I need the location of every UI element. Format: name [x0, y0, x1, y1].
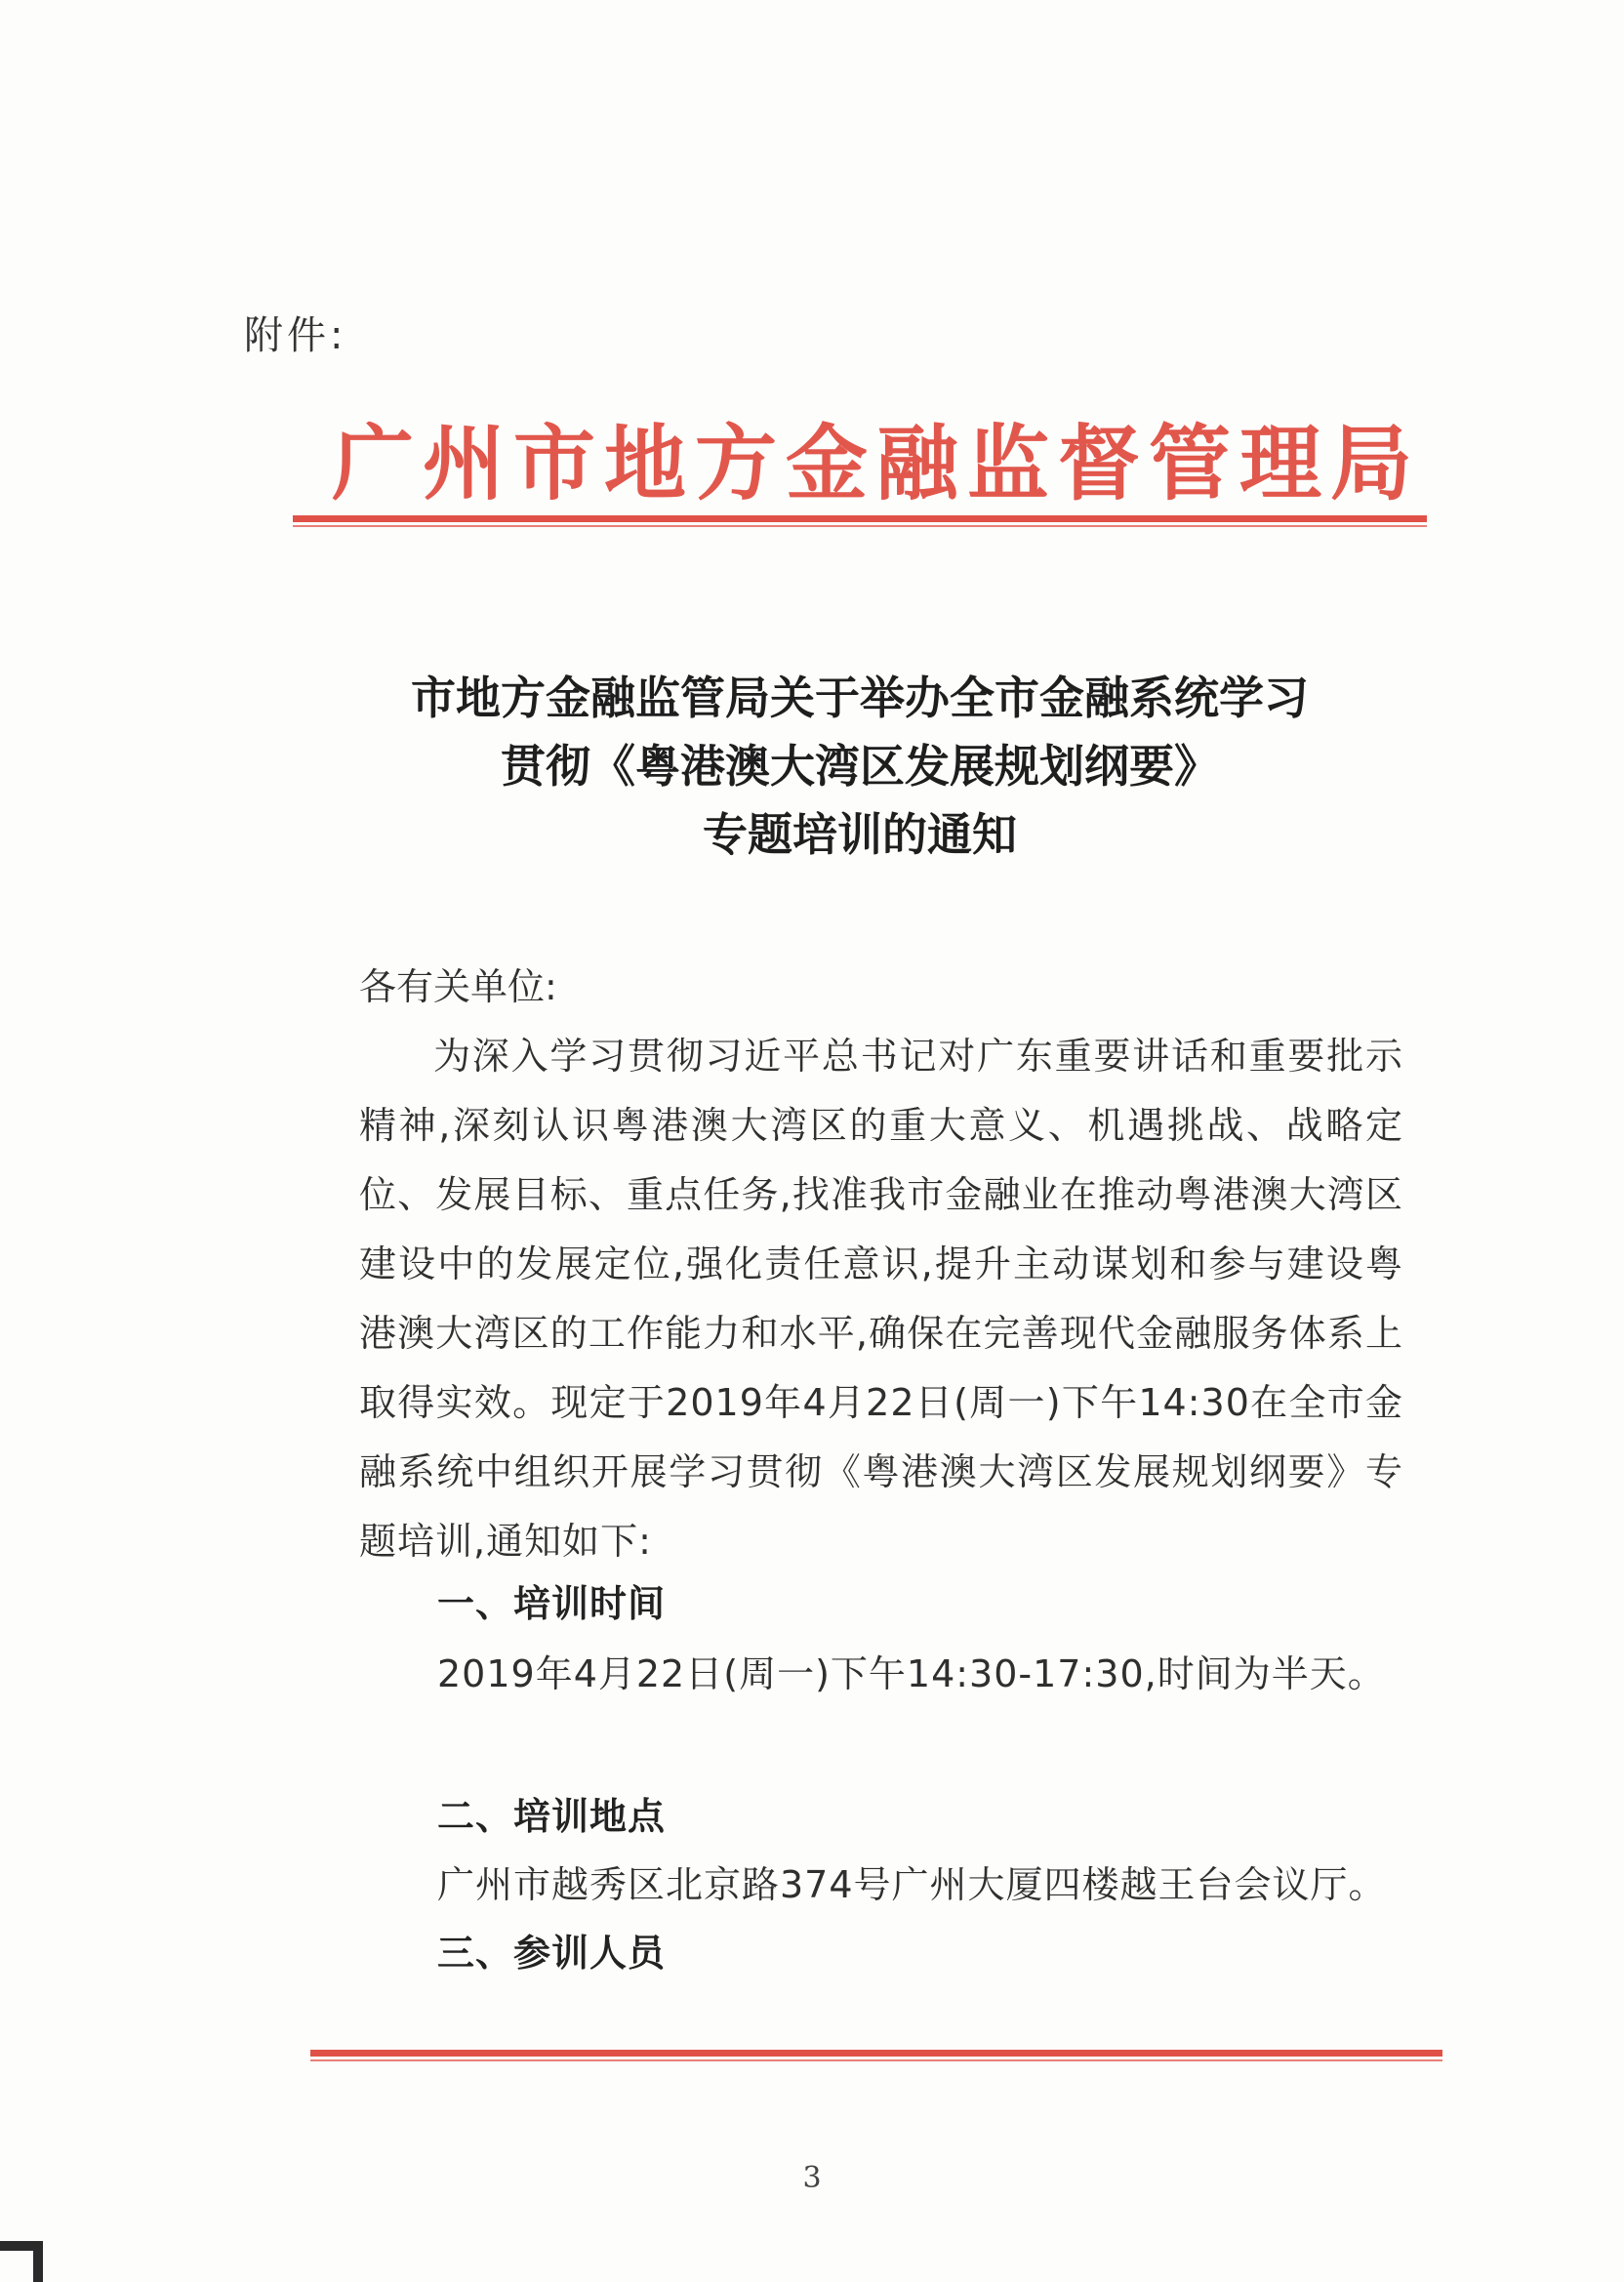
page-number: 3 — [802, 2161, 822, 2195]
section-heading-training-location: 二、培训地点 — [437, 1795, 667, 1838]
letterhead-title: 广州市地方金融监督管理局 — [332, 415, 1422, 511]
scan-edge-mark-vertical — [33, 2245, 43, 2282]
document-title — [293, 664, 1427, 869]
title-line-1: 市地方金融监管局关于举办全市金融系统学习 — [411, 672, 1309, 724]
footer-red-rule — [310, 2050, 1442, 2057]
title-line-3: 专题培训的通知 — [703, 808, 1017, 861]
salutation: 各有关单位: — [359, 965, 557, 1008]
intro-paragraph: 为深入学习贯彻习近平总书记对广东重要讲话和重要批示精神,深刻认识粤港澳大湾区的重大意义、机遇挑战、战略定位、发展目标、重点任务,找准我市金融业在推动粤港澳大湾区建设中的发展定位,强化责任意识,提升主动谋划和参与建设粤港澳大湾区的工作能力和水平,确保在完善现代金融服务体系上取得实效。现定于2019年4月22日(周一)下午14:30在全市金融系统中组织开展学习贯彻《粤港澳大湾区发展规划纲要》专题培训,通知如下: — [359, 1035, 1403, 1563]
title-line-2: 贯彻《粤港澳大湾区发展规划纲要》 — [501, 740, 1219, 793]
section-heading-participants: 三、参训人员 — [437, 1932, 667, 1975]
section-body-training-location: 广州市越秀区北京路374号广州大厦四楼越王台会议厅。 — [437, 1863, 1387, 1906]
letterhead-red-rule — [293, 515, 1427, 522]
section-body-training-time: 2019年4月22日(周一)下午14:30-17:30,时间为半天。 — [437, 1652, 1386, 1695]
attachment-label: 附件: — [244, 313, 347, 358]
section-heading-training-time: 一、培训时间 — [437, 1582, 667, 1625]
